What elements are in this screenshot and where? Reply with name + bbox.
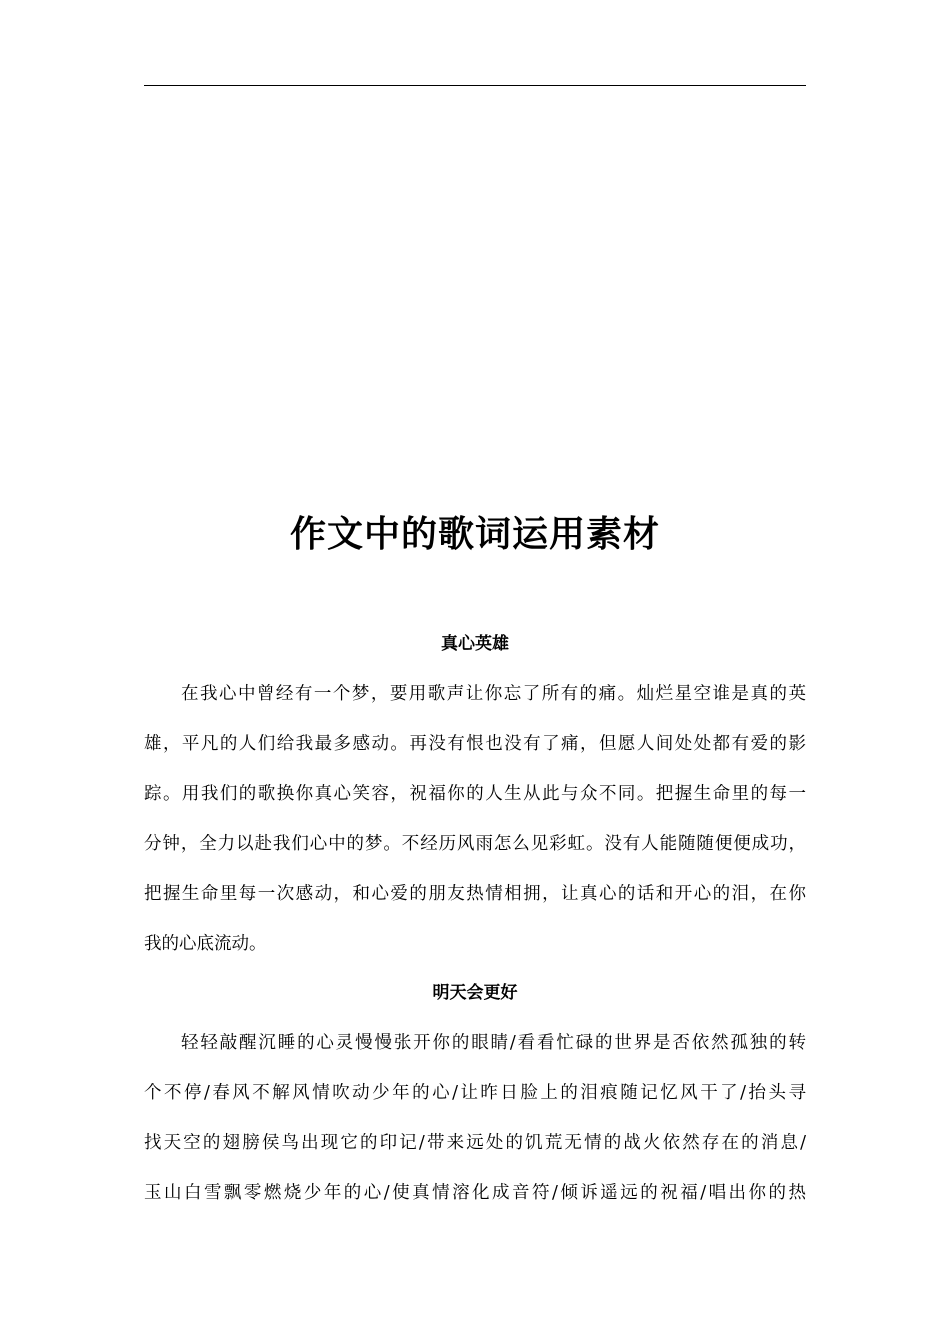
paragraph-line: 踪。用我们的歌换你真心笑容，祝福你的人生从此与众不同。把握生命里的每一 [144,784,806,804]
paragraph-line: 找天空的翅膀侯鸟出现它的印记/带来远处的饥荒无情的战火依然存在的消息/ [144,1133,806,1153]
paragraph-line: 把握生命里每一次感动，和心爱的朋友热情相拥，让真心的话和开心的泪，在你 [144,884,806,904]
paragraph-line: 在我心中曾经有一个梦，要用歌声让你忘了所有的痛。灿烂星空谁是真的英 [181,684,806,704]
paragraph-line: 分钟，全力以赴我们心中的梦。不经历风雨怎么见彩虹。没有人能随随便便成功， [144,834,806,854]
paragraph-zhenxin-yingxiong [144,669,806,969]
paragraph-line: 轻轻敲醒沉睡的心灵慢慢张开你的眼睛/看看忙碌的世界是否依然孤独的转 [181,1033,806,1053]
paragraph-line: 玉山白雪飘零燃烧少年的心/使真情溶化成音符/倾诉遥远的祝福/唱出你的热 [144,1183,806,1203]
paragraph-line: 我的心底流动。 [144,934,267,954]
paragraph-line: 雄，平凡的人们给我最多感动。再没有恨也没有了痛，但愿人间处处都有爱的影 [144,734,806,754]
section-heading-zhenxin-yingxiong: 真心英雄 [441,634,509,654]
document-title: 作文中的歌词运用素材 [289,513,660,555]
header-rule [144,85,806,86]
paragraph-mingtian-hui-genghao [144,1018,806,1218]
section-heading-mingtian-hui-genghao: 明天会更好 [432,983,518,1003]
paragraph-line: 个不停/春风不解风情吹动少年的心/让昨日脸上的泪痕随记忆风干了/抬头寻 [144,1083,806,1103]
